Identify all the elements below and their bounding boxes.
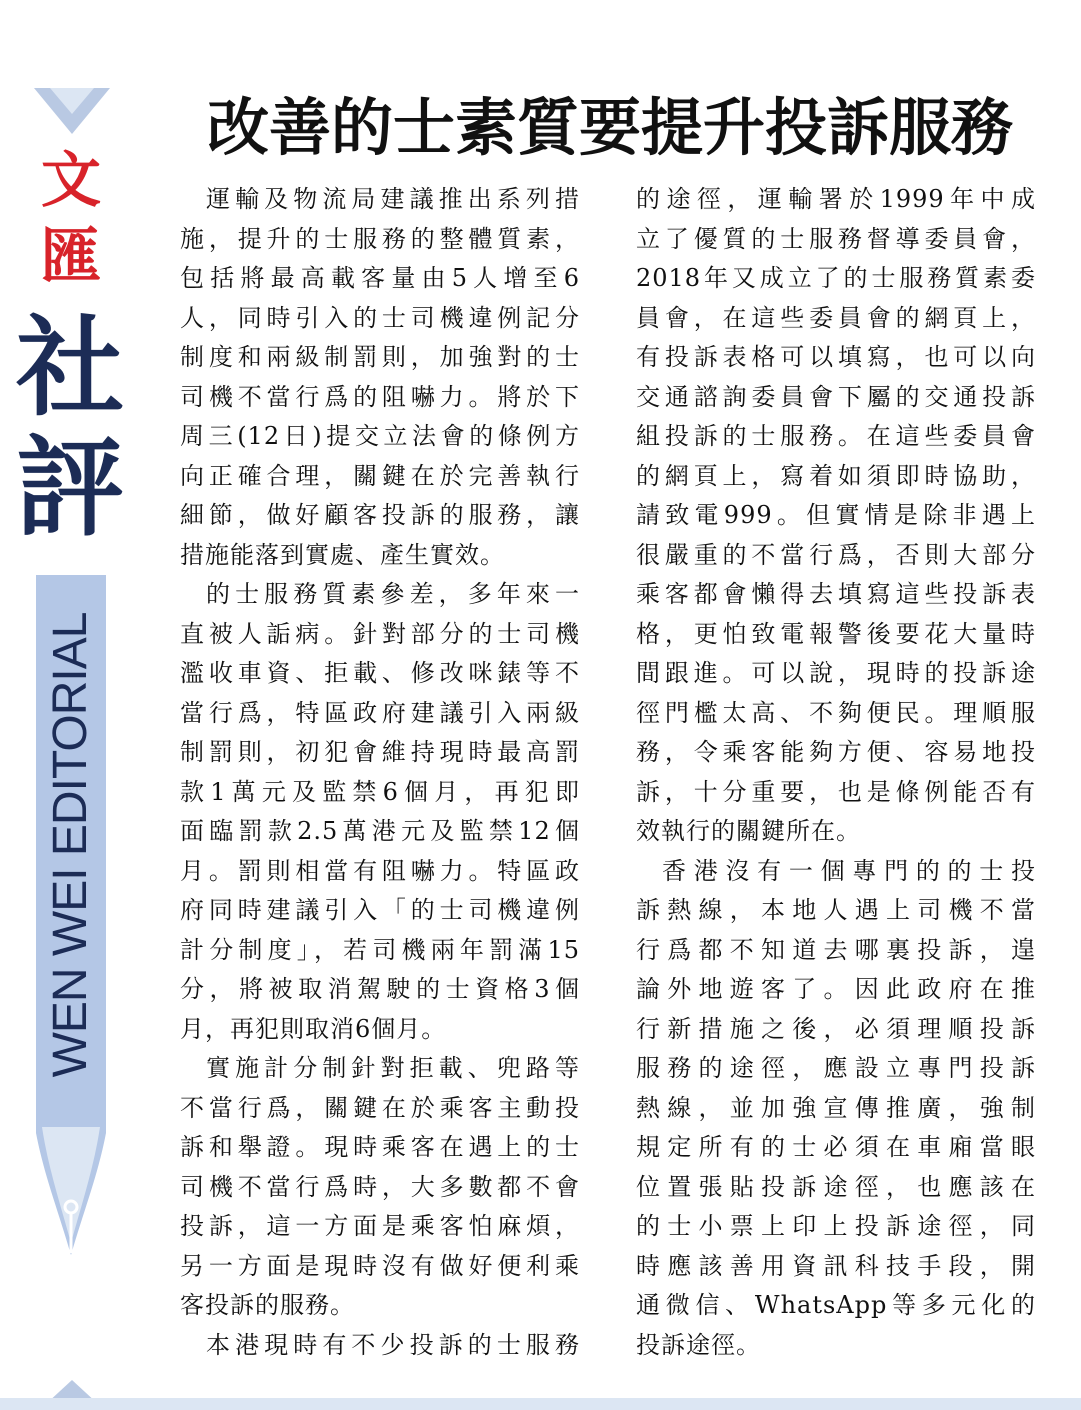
- article-line: 訴和舉證。現時乘客在遇上的士: [180, 1133, 580, 1161]
- article-line: 月。罰則相當有阻嚇力。特區政: [180, 856, 580, 885]
- article-line: 運輸及物流局建議推出系列措: [206, 185, 580, 213]
- article-line: 濫收車資、拒載、修改咪錶等不: [180, 659, 580, 687]
- article-line: 很嚴重的不當行爲，否則大部分: [636, 540, 1036, 569]
- article-line: 時應該善用資訊科技手段，開: [636, 1251, 1036, 1280]
- article-line: 行新措施之後，必須理順投訴: [636, 1014, 1036, 1043]
- article-line: 本港現時有不少投訴的士服務: [206, 1330, 580, 1359]
- article-line: 熱線，並加強宣傳推廣，強制: [636, 1093, 1036, 1122]
- article-line: 香港沒有一個專門的的士投: [662, 856, 1036, 885]
- article-line: 施，提升的士服務的整體質素，: [180, 224, 580, 253]
- article-line: 的士服務質素參差，多年來一: [206, 580, 580, 608]
- article-line: 向正確合理，關鍵在於完善執行: [180, 461, 580, 490]
- article-line: 制度和兩級制罰則，加強對的士: [180, 343, 580, 371]
- article-line: 實施計分制針對拒載、兜路等: [206, 1054, 580, 1082]
- bottom-strip: [0, 1398, 1081, 1410]
- article-line: 立了優質的士服務督導委員會，: [636, 224, 1036, 253]
- article-line: 面臨罰款2.5萬港元及監禁12個: [180, 817, 580, 845]
- article-line: 當行爲，特區政府建議引入兩級: [180, 698, 580, 727]
- article-column-left: [180, 180, 580, 1365]
- article-line: 通微信、WhatsApp等多元化的: [636, 1291, 1036, 1319]
- article-line: 格，更怕致電報警後要花大量時: [636, 619, 1036, 648]
- article-line: 包括將最高載客量由5人增至6: [180, 264, 580, 292]
- article-line: 訴，十分重要，也是條例能否有: [636, 777, 1036, 806]
- article-line: 位置張貼投訴途徑，也應該在: [636, 1172, 1036, 1201]
- article-line: 請致電999。但實情是除非遇上: [636, 501, 1036, 529]
- article-line: 組投訴的士服務。在這些委員會: [636, 422, 1036, 450]
- band-label: WEN WEI EDITORIAL: [44, 612, 97, 1078]
- article-line: 另一方面是現時沒有做好便利乘: [180, 1251, 580, 1280]
- article-line: 制罰則，初犯會維持現時最高罰: [180, 738, 580, 766]
- article-line: 府同時建議引入「的士司機違例: [180, 896, 580, 924]
- article-line: 投訴，這一方面是乘客怕麻煩，: [180, 1212, 580, 1240]
- top-triangle-highlight: [50, 88, 94, 114]
- article-line: 行爲都不知道去哪裏投訴，遑: [636, 935, 1036, 964]
- article-line: 不當行爲，關鍵在於乘客主動投: [180, 1093, 580, 1122]
- article-line: 間跟進。可以說，現時的投訴途: [636, 659, 1036, 687]
- article-line: 2018年又成立了的士服務質素委: [636, 264, 1036, 292]
- article-line: 周三(12日)提交立法會的條例方: [180, 422, 580, 450]
- article-line: 服務的途徑，應設立專門投訴: [636, 1054, 1036, 1082]
- article-line: 交通諮詢委員會下屬的交通投訴: [636, 382, 1036, 411]
- logo-char-she: 社: [15, 305, 124, 431]
- article-line: 月，再犯則取消6個月。: [180, 1014, 447, 1043]
- article-line: 務，令乘客能夠方便、容易地投: [636, 738, 1036, 766]
- article-line: 客投訴的服務。: [180, 1291, 355, 1319]
- article-line: 措施能落到實處、產生實效。: [180, 540, 505, 569]
- article-line: 有投訴表格可以填寫，也可以向: [636, 343, 1036, 371]
- article-column-right: [636, 180, 1036, 1365]
- article-line: 分，將被取消駕駛的士資格3個: [180, 975, 580, 1003]
- article-line: 的途徑，運輸署於1999年中成: [636, 185, 1036, 213]
- article-line: 論外地遊客了。因此政府在推: [636, 975, 1036, 1003]
- editorial-sidebar: [0, 0, 140, 1410]
- article-line: 員會，在這些委員會的網頁上，: [636, 303, 1036, 332]
- editorial-headline: 改善的士素質要提升投訴服務: [206, 91, 1013, 164]
- article-line: 計分制度」，若司機兩年罰滿15: [180, 935, 580, 964]
- article-line: 直被人詬病。針對部分的士司機: [180, 619, 580, 648]
- article-line: 乘客都會懶得去填寫這些投訴表: [636, 580, 1036, 608]
- article-line: 徑門檻太高、不夠便民。理順服: [636, 698, 1036, 727]
- article-line: 的士小票上印上投訴途徑，同: [636, 1212, 1036, 1240]
- article-line: 規定所有的士必須在車廂當眼: [636, 1133, 1036, 1161]
- article-line: 款1萬元及監禁6個月，再犯即: [180, 777, 580, 806]
- article-line: 投訴途徑。: [636, 1330, 761, 1359]
- article-line: 訴熱線，本地人遇上司機不當: [636, 896, 1036, 924]
- pen-nib-icon: [36, 1115, 106, 1255]
- logo-char-ping: 評: [15, 425, 124, 551]
- article-line: 人，同時引入的士司機違例記分: [180, 303, 580, 332]
- article-line: 細節，做好顧客投訴的服務，讓: [180, 501, 580, 529]
- article-line: 司機不當行爲時，大多數都不會: [180, 1172, 580, 1201]
- article-line: 效執行的關鍵所在。: [636, 817, 861, 845]
- article-line: 司機不當行爲的阻嚇力。將於下: [180, 382, 580, 411]
- logo-char-wen: 文: [41, 146, 101, 216]
- logo-char-hui: 匯: [41, 222, 101, 292]
- article-line: 的網頁上，寫着如須即時協助，: [636, 461, 1036, 490]
